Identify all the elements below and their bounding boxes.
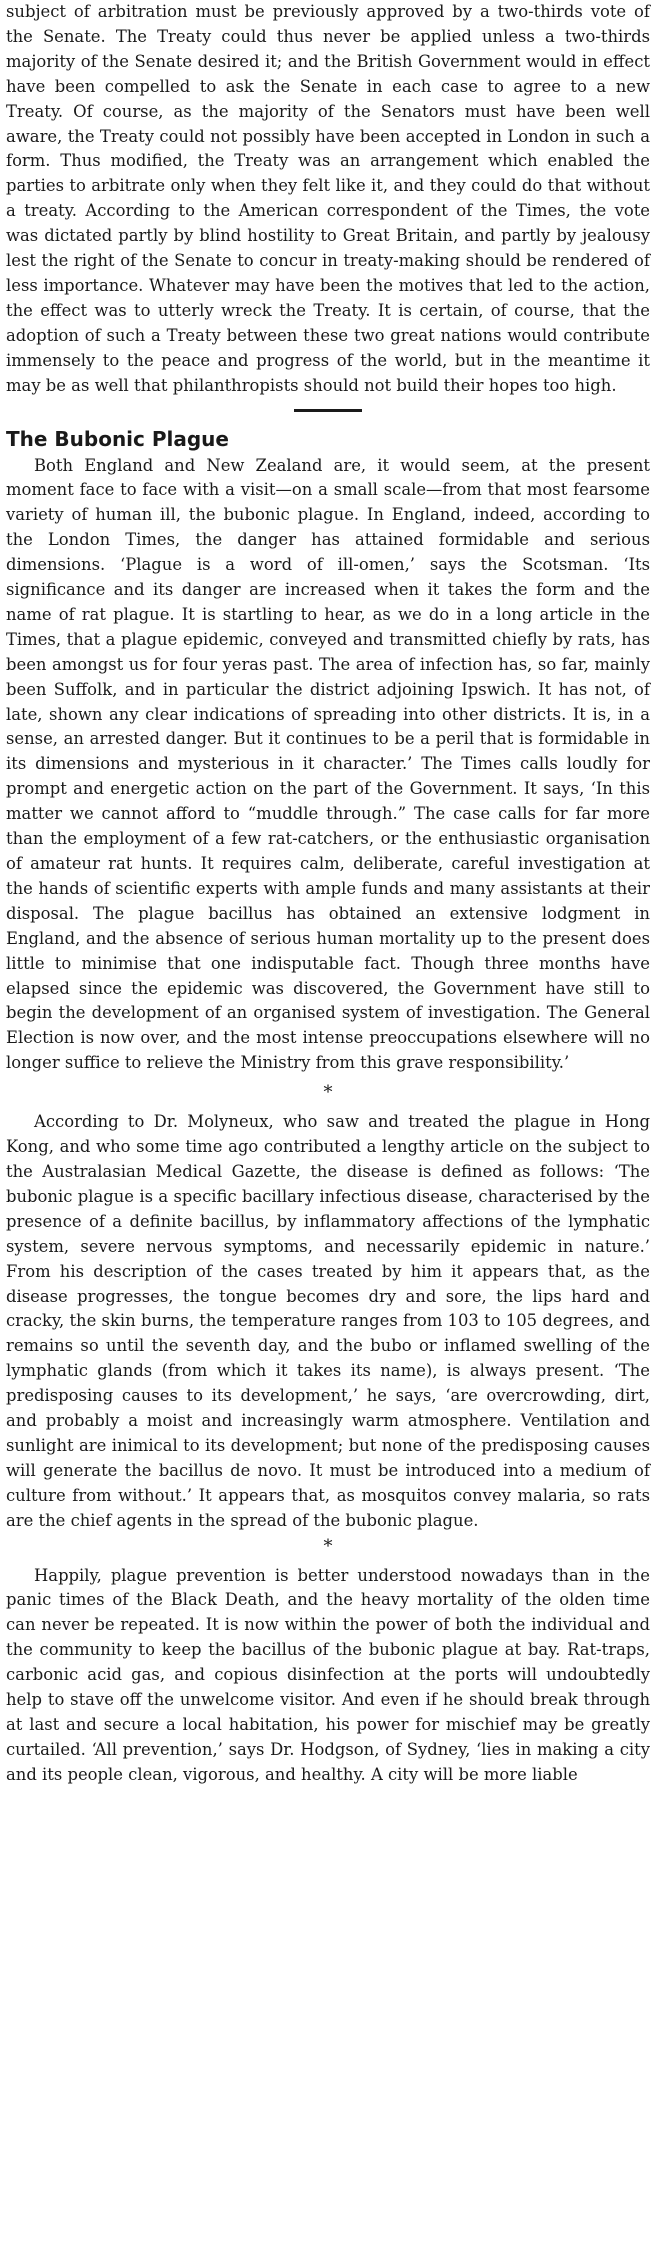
separator-star-1: * (323, 1082, 333, 1104)
plague-paragraph-2: According to Dr. Molyneux, who saw and treated the plague in Hong Kong, and who some time ago contributed a lengthy article on the subject to the Australasian Medical Gazette, the disease is defined as follows: ‘The bubonic plague is a specific bacillary infectious disease, characterised by the presence of a definite bacillus, by inflammatory affections of the lymphatic system, severe nervous symptoms, and necessarily epidemic in nature.’ From his description of the cases treated by him it appears that, as the disease progresses, the tongue becomes dry and sore, the lips hard and cracky, the skin burns, the temperature ranges from 103 to 105 degrees, and remains so until the seventh day, and the bubo or inflamed swelling of the lymphatic glands (from which it takes its name), is always present. ‘The predisposing causes to its development,’ he says, ‘are overcrowding, dirt, and probably a moist and increasingly warm atmosphere. Ventilation and sunlight are inimical to its development; but none of the predisposing causes will generate the bacillus de novo. It must be introduced into a medium of culture from without.’ It appears that, as mosquitos convey malaria, so rats are the chief agents in the spread of the bubonic plague. (6, 1112, 650, 1530)
plague-paragraph-1: Both England and New Zealand are, it would seem, at the present moment face to face with a visit—on a small scale—from that most fearsome variety of human ill, the bubonic plague. In England, indeed, according to the London Times, the danger has attained formidable and serious dimensions. ‘Plague is a word of ill-omen,’ says the Scotsman. ‘Its significance and its danger are increased when it takes the form and the name of rat plague. It is startling to hear, as we do in a long article in the Times, that a plague epidemic, conveyed and transmitted chiefly by rats, has been amongst us for four yeras past. The area of infection has, so far, mainly been Suffolk, and in particular the district adjoining Ipswich. It has not, of late, shown any clear indications of spreading into other districts. It is, in a sense, an arrested danger. But it continues to be a peril that is formidable in its dimensions and mysterious in it character.’ The Times calls loudly for prompt and energetic action on the part of the Government. It says, ‘In this matter we cannot afford to “muddle through.” The case calls for far more than the employment of a few rat-catchers, or the enthusiastic organisation of amateur rat hunts. It requires calm, deliberate, careful investigation at the hands of scientific experts with ample funds and many assistants at their disposal. The plague bacillus has obtained an extensive lodgment in England, and the absence of serious human mortality up to the present does little to minimise that one indisputable fact. Though three months have elapsed since the epidemic was discovered, the Government have still to begin the development of an organised system of investigation. The General Election is now over, and the most intense preoccupations elsewhere will no longer suffice to relieve the Ministry from this grave responsibility.’ (6, 455, 650, 1073)
section-divider (294, 409, 362, 412)
intro-paragraph: subject of arbitration must be previously approved by a two-thirds vote of the Senate. The Treaty could thus never be applied unless a two-thirds majority of the Senate desired it; and the British Government would in effect have been compelled to ask the Senate in each case to agree to a new Treaty. Of course, as the majority of the Senators must have been well aware, the Treaty could not possibly have been accepted in London in such a form. Thus modified, the Treaty was an arrangement which enabled the parties to arbitrate only when they felt like it, and they could do that without a treaty. According to the American correspondent of the Times, the vote was dictated partly by blind hostility to Great Britain, and partly by jealousy lest the right of the Senate to concur in treaty-making should be rendered of less importance. Whatever may have been the motives that led to the action, the effect was to utterly wreck the Treaty. It is certain, of course, that the adoption of such a Treaty between these two great nations would contribute immensely to the peace and progress of the world, but in the meantime it may be as well that philanthropists should not build their hopes too high. (6, 2, 650, 395)
separator-star-2: * (323, 1535, 333, 1557)
plague-paragraph-3: Happily, plague prevention is better understood nowadays than in the panic times of the Black Death, and the heavy mortality of the olden time can never be repeated. It is now within the power of both the individual and the community to keep the bacillus of the bubonic plague at bay. Rat-traps, carbonic acid gas, and copious disinfection at the ports will undoubtedly help to stave off the unwelcome visitor. And even if he should break through at last and secure a local habitation, his power for mischief may be greatly curtailed. ‘All prevention,’ says Dr. Hodgson, of Sydney, ‘lies in making a city and its people clean, vigorous, and healthy. A city will be more liable (6, 1565, 650, 1784)
section-heading: The Bubonic Plague (6, 426, 229, 451)
